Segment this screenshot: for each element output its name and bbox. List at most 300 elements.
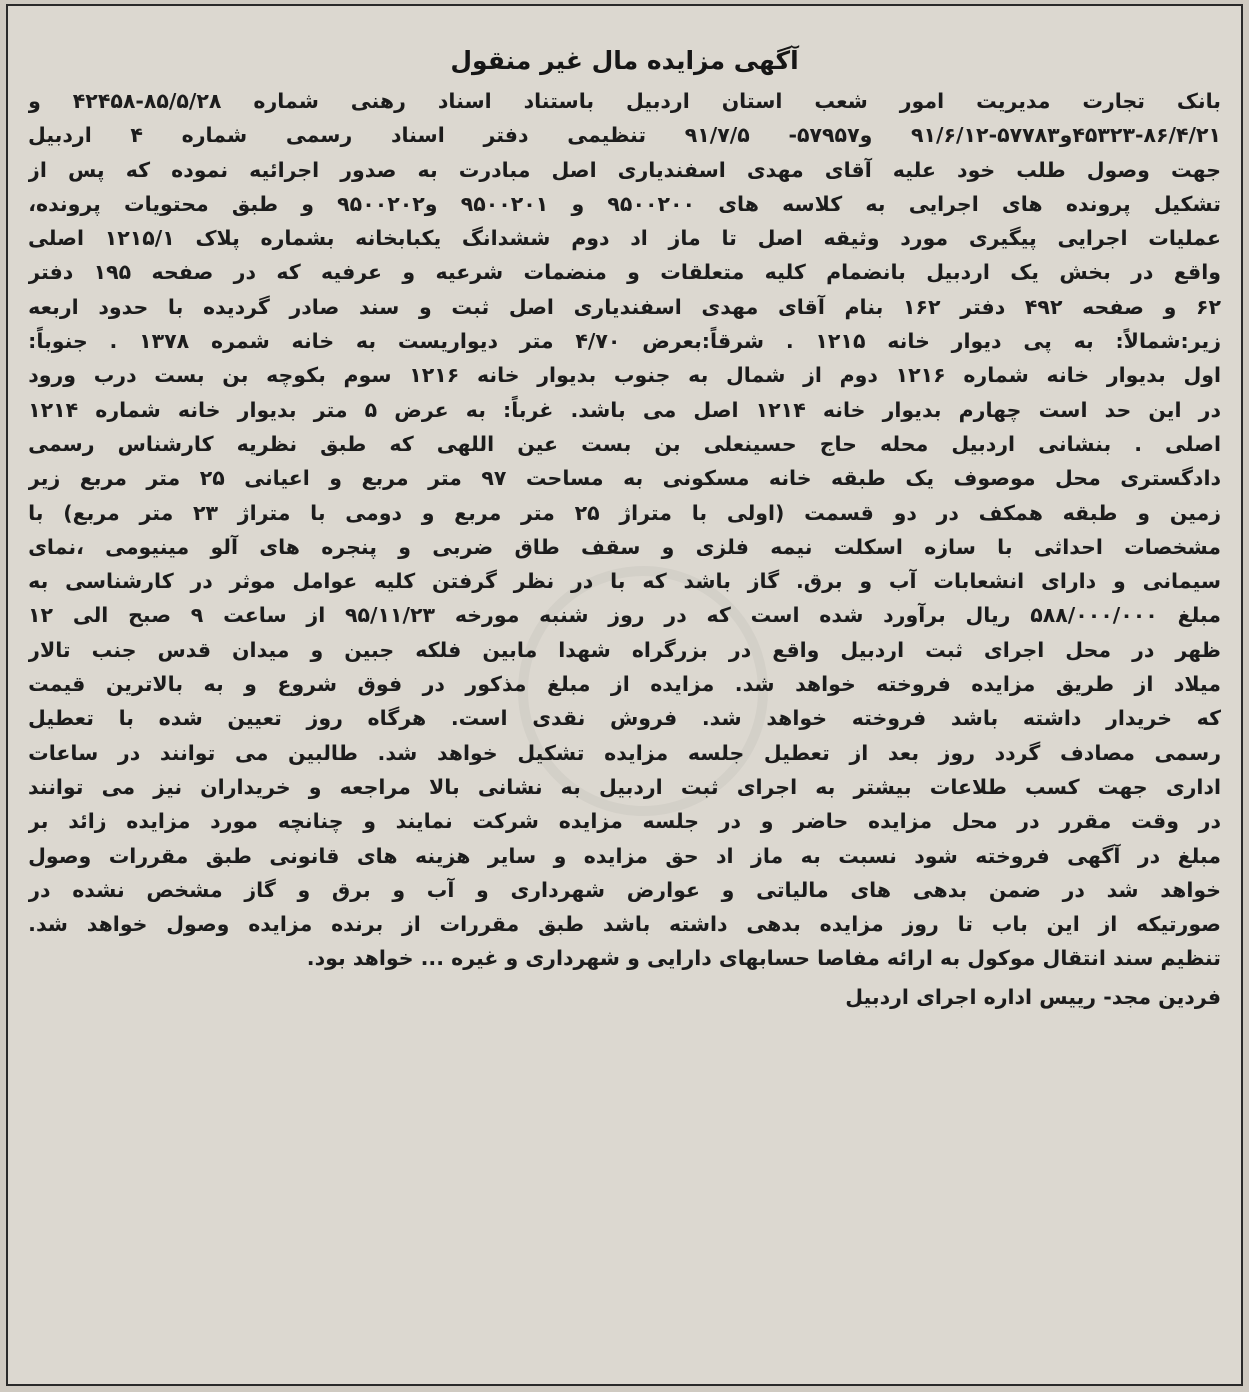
notice-word: آب	[888, 569, 917, 594]
notice-word: جنوب	[613, 363, 671, 388]
notice-word: فوق	[357, 672, 403, 697]
notice-word: از	[401, 912, 421, 937]
notice-word: شد	[1106, 877, 1139, 902]
notice-word: اربعه	[28, 294, 79, 319]
notice-word: که	[706, 603, 731, 628]
notice-word: اردبیل	[28, 123, 92, 148]
notice-word: داشته	[669, 912, 728, 937]
notice-word: منضمات	[523, 260, 607, 285]
notice-word: مزایده	[867, 809, 933, 834]
notice-word: متر	[313, 397, 348, 422]
notice-word: طاق	[514, 534, 560, 559]
notice-word: در	[1198, 809, 1221, 834]
notice-word: های	[850, 877, 892, 902]
notice-word: پی	[1023, 329, 1052, 354]
notice-word: مورخه	[454, 603, 520, 628]
notice-word: وقت	[1131, 809, 1179, 834]
notice-word: است.	[450, 706, 508, 731]
notice-word: پیگیری	[968, 226, 1037, 251]
notice-word: جهت	[1097, 774, 1148, 799]
notice-word: کلاسه	[782, 191, 843, 216]
notice-word: بالاترین	[105, 672, 184, 697]
notice-word: ،نمای	[28, 534, 84, 559]
notice-word: طلاعات	[929, 774, 1007, 799]
notice-word: ۹۷	[481, 466, 507, 491]
notice-word: شهرداری	[510, 877, 606, 902]
notice-word: ماز	[751, 843, 784, 868]
notice-word: میلاد	[1173, 672, 1221, 697]
notice-word: اردبیل	[840, 637, 905, 662]
notice-word: ثبت	[451, 294, 490, 319]
notice-word: سند	[358, 294, 400, 319]
notice-word: جنب	[91, 637, 137, 662]
notice-word: ۱۲۱۴	[28, 397, 79, 422]
notice-word: شعب	[814, 89, 868, 113]
notice-word: متر	[139, 500, 174, 525]
notice-word: و	[418, 294, 432, 319]
notice-word: نسبت	[838, 843, 897, 868]
notice-word: اردبیل	[626, 89, 690, 113]
notice-word: در	[936, 500, 959, 525]
notice-word: ۱۶۲	[902, 294, 941, 319]
notice-word: تعطیل	[28, 706, 94, 731]
notice-word: موصوف	[953, 466, 1036, 491]
notice-word: مزایده	[650, 672, 715, 697]
notice-word: که	[642, 569, 667, 594]
notice-word: به	[865, 191, 886, 216]
notice-word: رهنی	[350, 89, 406, 113]
notice-word: واقع	[1173, 260, 1221, 285]
notice-word: فروخته	[851, 706, 927, 731]
notice-word: مربع	[361, 466, 409, 491]
notice-word: قدس	[157, 637, 212, 662]
notice-word: دیوار	[951, 329, 1002, 354]
notice-word: از	[306, 603, 326, 628]
notice-title: آگهی مزایده مال غیر منقول	[450, 46, 799, 75]
notice-word: می	[234, 740, 269, 765]
notice-word: دفتر	[28, 260, 74, 285]
notice-word: و	[721, 877, 735, 902]
notice-word: ۱۲۱۵	[815, 329, 866, 354]
notice-word: کارشناسی	[65, 569, 174, 594]
notice-word: دادگستری	[1120, 466, 1221, 491]
notice-word: بانک	[1176, 89, 1221, 113]
notice-word: احداثی	[1033, 534, 1103, 559]
notice-word: شرکت	[472, 809, 539, 834]
notice-word: و	[297, 877, 311, 902]
notice-word: عرض	[394, 397, 449, 422]
notice-word: رسمی	[28, 431, 95, 456]
notice-word: تا	[721, 226, 737, 251]
notice-word: گاز	[244, 877, 276, 902]
notice-word: نظر	[513, 569, 555, 594]
notice-word: مزایده	[558, 809, 623, 834]
notice-word: آب	[426, 877, 455, 902]
notice-word: ۱۲۱۴	[755, 397, 806, 422]
notice-word: مزایده	[604, 740, 669, 765]
notice-word: مدیریت	[976, 89, 1051, 113]
notice-word: چنانچه	[277, 809, 344, 834]
notice-word: ۹۵۰۰۲۰۰	[607, 191, 696, 216]
notice-word: با	[691, 500, 708, 525]
notice-word: واقع	[772, 637, 820, 662]
notice-word: در	[1131, 260, 1154, 285]
notice-word: ثبت	[680, 774, 719, 799]
notice-word: حق	[665, 843, 699, 868]
notice-word: وصول	[28, 843, 92, 868]
notice-line	[28, 496, 1221, 530]
notice-word: سازه	[924, 534, 976, 559]
notice-word: جنوباً:	[28, 329, 88, 354]
notice-word: مزایده	[126, 809, 191, 834]
notice-word: تشکیل	[1153, 191, 1221, 216]
notice-word: ۱۲۱۶	[409, 363, 460, 388]
notice-word: و۵۷۹۵۷-	[788, 123, 873, 148]
notice-line	[28, 427, 1221, 461]
notice-word: نشانی	[477, 774, 543, 799]
notice-word: بدهی	[912, 877, 968, 902]
notice-word: برق.	[795, 569, 843, 594]
notice-word: محل	[1055, 466, 1101, 491]
notice-word: اجرایی	[1057, 226, 1128, 251]
notice-word: های	[1001, 191, 1043, 216]
notice-word: و	[301, 191, 314, 216]
notice-word: خانه	[177, 397, 221, 422]
notice-word: پلاک	[195, 226, 240, 251]
notice-word: شد.	[28, 912, 68, 937]
notice-word: شماره	[181, 123, 248, 148]
notice-word: آلو	[210, 534, 239, 559]
notice-word: اسناد	[437, 89, 492, 113]
notice-word: دفتر	[483, 123, 529, 148]
notice-word: که	[125, 157, 151, 182]
notice-word: پنجره	[321, 534, 377, 559]
notice-word: آقای	[777, 294, 825, 319]
notice-word: آگهی	[1067, 843, 1121, 868]
notice-word: که	[1196, 706, 1221, 731]
notice-word: مشخصات	[1124, 534, 1221, 559]
notice-word: در	[117, 740, 141, 765]
notice-word: اد	[630, 226, 648, 251]
notice-word: متر	[146, 466, 181, 491]
notice-word: الی	[72, 603, 109, 628]
notice-word: و	[392, 877, 406, 902]
notice-word: بن	[654, 431, 681, 456]
notice-line	[28, 187, 1221, 221]
notice-word: تا	[957, 912, 974, 937]
notice-word: اصل	[508, 294, 554, 319]
notice-line	[28, 255, 1221, 289]
notice-word: مابین	[482, 637, 538, 662]
notice-word: محتویات	[124, 191, 209, 216]
notice-word: نموده	[171, 157, 229, 182]
notice-word: طالبین	[288, 740, 358, 765]
notice-word: تشکیل	[517, 740, 585, 765]
notice-word: بزرگراه	[631, 637, 708, 662]
notice-word: و	[476, 877, 489, 902]
notice-body	[28, 84, 1221, 976]
notice-word: استان	[721, 89, 783, 113]
notice-word: طبقه	[1062, 500, 1118, 525]
notice-line	[28, 324, 1221, 358]
notice-word: روز	[938, 740, 976, 765]
notice-word: مینیومی	[105, 534, 190, 559]
notice-word: ۴۲۴۵۸-۸۵/۵/۲۸	[72, 89, 222, 113]
notice-word: ریال	[965, 603, 1011, 628]
notice-word: تالار	[28, 637, 71, 662]
notice-word: شرقاً:بعرض	[642, 329, 765, 354]
notice-word: با	[610, 569, 626, 594]
notice-word: سیمانی	[1142, 569, 1221, 594]
notice-line	[28, 667, 1221, 701]
notice-line	[28, 941, 1221, 975]
notice-word: مالیاتی	[756, 877, 829, 902]
notice-line-text: تنظیم سند انتقال موکول به ارائه مفاصا حسابهای دارایی و شهرداری و غیره ... خواهد بود.	[306, 946, 1221, 971]
notice-word: صادر	[289, 294, 340, 319]
notice-word: باشد	[602, 912, 651, 937]
notice-word: شنبه	[539, 603, 589, 628]
notice-word: ساعت	[223, 603, 287, 628]
notice-word: و	[627, 260, 640, 285]
notice-word: و	[398, 534, 411, 559]
notice-word: در	[664, 603, 687, 628]
notice-word: گردیده	[202, 294, 270, 319]
notice-word: گاز	[747, 569, 780, 594]
notice-word: ۴/۷۰	[575, 329, 621, 354]
notice-word: شمال	[725, 363, 786, 388]
notice-word: از	[28, 157, 47, 182]
notice-word: و	[571, 191, 585, 216]
notice-word: است	[750, 603, 800, 628]
notice-word: با	[167, 294, 184, 319]
notice-word: خریدار	[1106, 706, 1172, 731]
notice-word: روز	[902, 912, 939, 937]
notice-word: فلزی	[695, 534, 749, 559]
notice-content	[28, 42, 1221, 1364]
notice-word: مذکور	[465, 672, 527, 697]
notice-word: خانه	[768, 466, 812, 491]
notice-word: بنشانی	[1038, 431, 1112, 456]
notice-word: شرعیه	[435, 260, 504, 285]
notice-word: گرفتن	[432, 569, 497, 594]
notice-word: مبلغ	[1177, 843, 1221, 868]
notice-word: خواهد	[1160, 877, 1221, 902]
notice-word: شد.	[377, 740, 418, 765]
notice-word: اسکلت	[833, 534, 903, 559]
notice-word: و	[310, 637, 324, 662]
notice-line	[28, 736, 1221, 770]
notice-word: اجرائیه	[249, 157, 320, 182]
notice-line	[28, 633, 1221, 667]
notice-word: مراجعه	[339, 774, 411, 799]
notice-word: های	[356, 843, 398, 868]
notice-word: بست	[154, 363, 205, 388]
notice-word: خانه	[822, 397, 866, 422]
notice-word: از	[1134, 672, 1154, 697]
notice-word: یک	[905, 466, 935, 491]
notice-word: سقف	[581, 534, 641, 559]
notice-word: طبق	[537, 912, 585, 937]
notice-word: عملیات	[1148, 226, 1221, 251]
notice-word: محل	[951, 809, 998, 834]
notice-word: صورتیکه	[1136, 912, 1221, 937]
notice-word: این	[1046, 912, 1080, 937]
notice-word: مبلغ	[1177, 603, 1221, 628]
notice-word: در	[1137, 843, 1161, 868]
notice-word: حاضر	[793, 809, 849, 834]
notice-word: متراژ	[237, 500, 291, 525]
notice-word: طبقه	[830, 466, 886, 491]
notice-word: محل	[1065, 637, 1112, 662]
notice-word: به	[800, 843, 821, 868]
notice-word: وصول	[1086, 157, 1150, 182]
notice-line	[28, 290, 1221, 324]
notice-word: اصلی	[28, 226, 84, 251]
notice-word: خواهد	[436, 740, 498, 765]
notice-word: امور	[899, 89, 945, 113]
notice-word: ۲۳	[193, 500, 219, 525]
notice-word: جلسه	[687, 740, 745, 765]
notice-word: مقرر	[1059, 809, 1112, 834]
notice-word: ۲۵	[199, 466, 225, 491]
notice-word: که	[389, 431, 414, 456]
notice-line	[28, 804, 1221, 838]
notice-word: و	[859, 569, 873, 594]
notice-word: مربع	[79, 466, 127, 491]
notice-word: بخش	[1059, 260, 1111, 285]
notice-word: بشماره	[260, 226, 335, 251]
notice-word: و	[553, 843, 567, 868]
notice-word: اسفندیاری	[617, 157, 726, 182]
notice-word: از	[803, 363, 822, 388]
notice-word: خانه	[887, 329, 930, 354]
notice-word: بکوچه	[266, 363, 326, 388]
notice-word: .	[1134, 431, 1142, 456]
notice-word: عوامل	[292, 569, 358, 594]
notice-word: داشته	[1022, 706, 1082, 731]
notice-word: همکف	[978, 500, 1043, 525]
notice-word: ۱۳۷۸	[139, 329, 190, 354]
notice-word: برق	[331, 877, 371, 902]
notice-word: مصادف	[1059, 740, 1135, 765]
notice-word: تعیین	[227, 706, 282, 731]
notice-line	[28, 701, 1221, 735]
notice-word: فروخته	[975, 843, 1050, 868]
notice-word: صفحه	[151, 260, 214, 285]
notice-word: صفحه	[1082, 294, 1144, 319]
notice-word: وصول	[166, 912, 230, 937]
notice-line	[28, 118, 1221, 152]
notice-word: اعیانی	[244, 466, 310, 491]
notice-word: اللهی	[436, 431, 495, 456]
notice-word: شروع	[277, 672, 338, 697]
notice-word: با	[118, 706, 134, 731]
notice-word: اجرایی	[908, 191, 979, 216]
notice-word: نظریه	[236, 431, 298, 456]
notice-word: چهارم	[958, 397, 1022, 422]
notice-word: بدیوار	[237, 397, 297, 422]
notice-word: و	[661, 534, 675, 559]
notice-word: از	[610, 672, 630, 697]
notice-word: ۴۹۲	[1024, 294, 1063, 319]
notice-word: می	[101, 774, 136, 799]
notice-word: در	[422, 672, 445, 697]
notice-word: به	[688, 363, 709, 388]
notice-word: بعد	[887, 740, 920, 765]
notice-line	[28, 358, 1221, 392]
notice-word: ساعات	[28, 740, 99, 765]
notice-word: متعلقات	[660, 260, 745, 285]
notice-word: طبق	[320, 431, 367, 456]
notice-word: آقای	[824, 157, 872, 182]
notice-word: دوم	[839, 363, 878, 388]
notice-word: مبلغ	[546, 672, 591, 697]
notice-word: طبق	[205, 843, 252, 868]
notice-word: نیمه	[770, 534, 813, 559]
notice-word: نقدی	[532, 706, 586, 731]
notice-word: بن	[222, 363, 249, 388]
notice-word: به	[1073, 329, 1094, 354]
notice-word: ثبت	[925, 637, 963, 662]
notice-word: ضربی	[432, 534, 494, 559]
notice-word: جبین	[344, 637, 395, 662]
notice-word: و	[760, 809, 774, 834]
notice-word: شماره	[963, 363, 1029, 388]
notice-word: خواهد	[86, 912, 148, 937]
notice-word: از	[1098, 912, 1118, 937]
notice-word: اسفندیاری	[573, 294, 682, 319]
notice-word: موثر	[229, 569, 276, 594]
notice-word: مربع	[454, 500, 502, 525]
notice-word: (اولی	[726, 500, 785, 525]
notice-word: به	[28, 569, 49, 594]
notice-word: یکبابخانه	[355, 226, 442, 251]
notice-word: عرفیه	[321, 260, 383, 285]
notice-word: برآورد	[883, 603, 946, 628]
notice-word: به	[560, 774, 581, 799]
notice-word: دفتر	[960, 294, 1006, 319]
notice-word: و	[244, 672, 257, 697]
notice-word: مزایده	[583, 843, 648, 868]
notice-word: زائد	[68, 809, 107, 834]
notice-word: غرباً:	[503, 397, 554, 422]
notice-word: مهدی	[746, 157, 804, 182]
notice-word: بدیوار	[882, 397, 942, 422]
notice-word: اصل	[757, 226, 803, 251]
notice-word: اصل	[551, 157, 597, 182]
notice-word: کسب	[1025, 774, 1080, 799]
notice-word: مقررات	[108, 843, 189, 868]
notice-word: خانه	[1046, 363, 1090, 388]
notice-word: تنظیمی	[567, 123, 647, 148]
notice-word: اصل	[693, 397, 739, 422]
notice-word: بالا	[429, 774, 460, 799]
notice-word: متر	[521, 500, 555, 525]
notice-word: حدود	[98, 294, 149, 319]
notice-word: بنام	[844, 294, 884, 319]
notice-word: اداری	[1165, 774, 1221, 799]
notice-word: متر	[519, 329, 554, 354]
notice-word: مشخص	[146, 877, 223, 902]
notice-word: های	[259, 534, 300, 559]
notice-line	[28, 873, 1221, 907]
notice-word: مزایده	[248, 912, 313, 937]
notice-word: بست	[581, 431, 632, 456]
notice-line	[28, 907, 1221, 941]
notice-word: ۴	[130, 123, 143, 148]
notice-word: اصلی	[1165, 431, 1221, 456]
newspaper-clipping	[6, 4, 1243, 1386]
